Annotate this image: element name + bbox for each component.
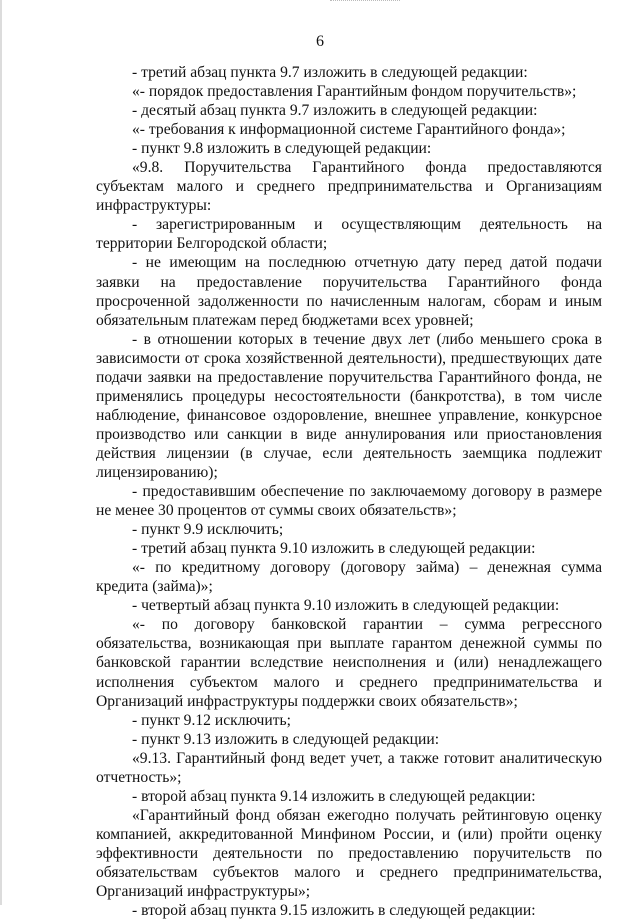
paragraph: - второй абзац пункта 9.14 изложить в следующей редакции: [132, 787, 536, 805]
paragraph: - третий абзац пункта 9.7 изложить в следующей редакции: [132, 64, 528, 81]
paragraph: «Гарантийный фонд обязан ежегодно получать рейтинговую оценку компанией, аккредитованной Минфином России, и (или) пройти оценку эффективности деятельности по предоставлению поручительств по обязательствам субъектов малого и среднего предпринимательства, Организаций инфраструктуры»; [96, 806, 602, 901]
paragraph: «- требования к информационной системе Гарантийного фонда»; [132, 121, 566, 139]
scan-edge [0, 0, 2, 905]
paragraph: - второй абзац пункта 9.15 изложить в следующей редакции: [132, 902, 536, 920]
paragraph: - пункт 9.8 изложить в следующей редакции: [132, 140, 432, 158]
paragraph: «- порядок предоставления Гарантийным фондом поручительств»; [132, 83, 577, 101]
paragraph: «9.8. Поручительства Гарантийного фонда предоставляются субъектам малого и среднего предпринимательства и Организациям инфраструктуры: [96, 159, 602, 215]
page-number: 6 [316, 33, 324, 50]
document-body [96, 63, 602, 920]
paragraph: «- по кредитному договору (договору займа) – денежная сумма кредита (займа)»; [96, 559, 602, 596]
paragraph: - не имеющим на последнюю отчетную дату перед датой подачи заявки на предоставление поручительства Гарантийного фонда просроченной задолженности по начисленным налогам, сборам и иным обязательным платежам перед бюджетами всех уровней; [96, 254, 602, 329]
paragraph: - пункт 9.12 исключить; [132, 711, 291, 729]
paragraph: «- по договору банковской гарантии – сумма регрессного обязательства, возникающая при выплате гарантом денежной суммы по банковской гарантии вследствие неисполнения и (или) ненадлежащего исполнения субъектом малого и среднего предпринимательства и Организаций инфраструктуры поддержки своих обязательств»; [96, 616, 602, 710]
paragraph: - пункт 9.13 изложить в следующей редакции: [132, 730, 440, 748]
paragraph: - пункт 9.9 исключить; [132, 521, 284, 539]
scan-mark [330, 0, 400, 3]
paragraph: - третий абзац пункта 9.10 изложить в следующей редакции: [132, 540, 536, 558]
paragraph: - четвертый абзац пункта 9.10 изложить в следующей редакции: [132, 597, 560, 615]
paragraph: - в отношении которых в течение двух лет (либо меньшего срока в зависимости от срока хозяйственной деятельности), предшествующих дате подачи заявки на предоставление поручительства Гарантийного фонда, не применялись процедуры несостоятельности (банкротства), в том числе наблюдение, финансовое оздоровление, внешнее управление, конкурсное производство или санкции в виде аннулирования или приостановления действия лицензии (в случае, если деятельность заемщика подлежит лицензированию); [96, 330, 602, 481]
paragraph: - десятый абзац пункта 9.7 изложить в следующей редакции: [132, 102, 538, 120]
paragraph: - зарегистрированным и осуществляющим деятельность на территории Белгородской области; [96, 216, 602, 253]
paragraph: - предоставившим обеспечение по заключаемому договору в размере не менее 30 процентов от суммы своих обязательств»; [96, 483, 602, 520]
paragraph: «9.13. Гарантийный фонд ведет учет, а также готовит аналитическую отчетность»; [96, 749, 602, 786]
